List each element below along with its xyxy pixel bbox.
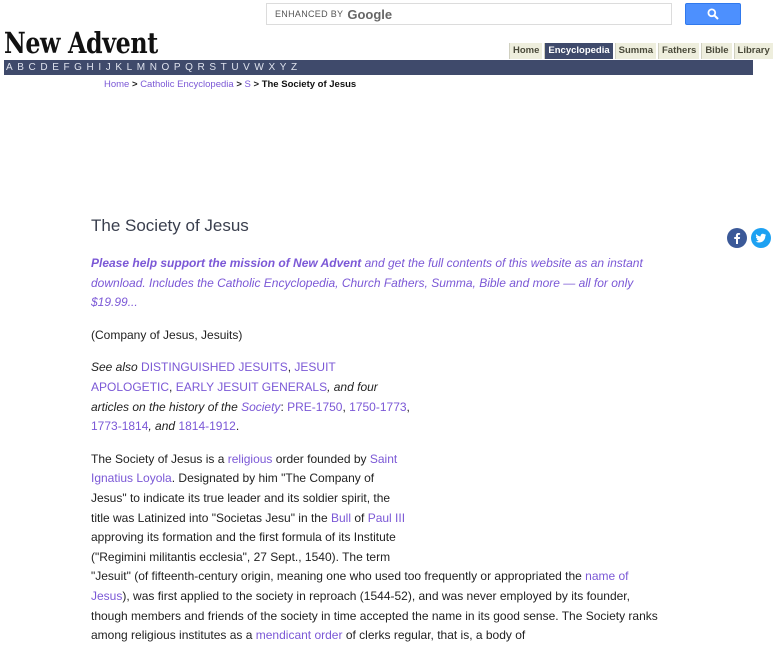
breadcrumb-separator: > xyxy=(253,79,260,90)
link-mendicant-order[interactable]: mendicant order xyxy=(255,628,343,643)
letter-g[interactable]: G xyxy=(74,62,82,73)
letter-r[interactable]: R xyxy=(197,62,205,73)
search-icon xyxy=(707,8,719,20)
letter-k[interactable]: K xyxy=(115,62,122,73)
search-button[interactable] xyxy=(685,3,741,25)
nav-encyclopedia[interactable]: Encyclopedia xyxy=(544,43,612,59)
nav-library[interactable]: Library xyxy=(734,43,773,59)
nav-bible[interactable]: Bible xyxy=(701,43,731,59)
social-share xyxy=(727,228,771,248)
letter-x[interactable]: X xyxy=(268,62,276,73)
link-1814-1912[interactable]: 1814-1912 xyxy=(178,419,236,434)
letter-l[interactable]: L xyxy=(126,62,133,73)
link-saint-ignatius-loyola[interactable]: Saint Ignatius Loyola xyxy=(91,451,398,486)
letter-v[interactable]: V xyxy=(243,62,250,73)
link-religious[interactable]: religious xyxy=(227,451,273,466)
breadcrumb xyxy=(104,79,356,90)
letter-b[interactable]: B xyxy=(17,62,24,73)
letter-t[interactable]: T xyxy=(220,62,227,73)
letter-u[interactable]: U xyxy=(231,62,239,73)
link-bull[interactable]: Bull xyxy=(330,510,351,525)
letter-p[interactable]: P xyxy=(173,62,181,73)
breadcrumb-separator: > xyxy=(236,79,242,90)
link-1750-1773[interactable]: 1750-1773 xyxy=(349,399,407,414)
alphabet-bar xyxy=(4,60,753,75)
top-navigation xyxy=(507,43,773,59)
link-jesuit-apologetic[interactable]: JESUIT APOLOGETIC xyxy=(91,360,336,394)
link-pre-1750[interactable]: PRE-1750 xyxy=(287,399,343,414)
link-society[interactable]: Society xyxy=(241,399,281,414)
letter-s[interactable]: S xyxy=(209,62,217,73)
nav-summa[interactable]: Summa xyxy=(615,43,656,59)
letter-o[interactable]: O xyxy=(161,62,170,73)
twitter-icon[interactable] xyxy=(751,228,771,248)
link-early-jesuit-generals[interactable]: EARLY JESUIT GENERALS xyxy=(175,379,328,394)
nav-home[interactable]: Home xyxy=(509,43,542,59)
search-placeholder: ENHANCED BY xyxy=(275,9,344,19)
promo-bold[interactable]: Please help support the mission of New Advent xyxy=(91,256,362,270)
letter-z[interactable]: Z xyxy=(291,62,298,73)
letter-e[interactable]: E xyxy=(52,62,59,73)
article-subtitle: (Company of Jesus, Jesuits) xyxy=(91,327,243,342)
google-brand: Google xyxy=(347,6,393,22)
letter-a[interactable]: A xyxy=(6,62,13,73)
breadcrumb-current: The Society of Jesus xyxy=(261,79,357,90)
article-body: The Society of Jesus is a religious order founded by Saint Ignatius Loyola. Designated by him "The Company of Jesus" to indicate its true leader and its soldier spirit, the title was Latinized into "Societas Jesu" in the Bull of Paul III approving its formation and the first formula of its Institute ("Regimini militantis ecclesia", 27 Sept., 1540). The term "Jesuit" (of fifteenth-century origin, meaning one who used too frequently or appropriated the name of Jesus), was first applied to the society in reproach (1544-52), and was never employed by its founder, though members and friends of the society in time accepted the name in its good sense. The Society ranks among religious institutes as a mendicant order of clerks regular, that is, a body of xyxy=(91,451,658,643)
page-title: The Society of Jesus xyxy=(91,216,249,235)
letter-m[interactable]: M xyxy=(136,62,146,73)
letter-y[interactable]: Y xyxy=(279,62,287,73)
support-promo[interactable] xyxy=(91,254,661,313)
letter-c[interactable]: C xyxy=(28,62,36,73)
link-1773-1814[interactable]: 1773-1814 xyxy=(91,419,149,434)
letter-n[interactable]: N xyxy=(149,62,157,73)
article-content xyxy=(91,254,661,659)
promo-text[interactable]: and get the full contents of this website as an instant download. Includes the Catholic Encyclopedia, Church Fathers, Summa, Bible and more — all for only $19.99... xyxy=(91,256,643,310)
link-distinguished-jesuits[interactable]: DISTINGUISHED JESUITS xyxy=(141,360,288,375)
facebook-icon[interactable] xyxy=(727,228,747,248)
letter-q[interactable]: Q xyxy=(185,62,193,73)
site-logo[interactable]: New Advent xyxy=(4,26,158,60)
see-also: See also DISTINGUISHED JESUITS, JESUIT APOLOGETIC, EARLY JESUIT GENERALS, and four articles on the history of the Society: PRE-1750, 1750-1773, 1773-1814, and 1814-1912. xyxy=(91,360,410,434)
search-input[interactable] xyxy=(266,3,672,25)
letter-h[interactable]: H xyxy=(86,62,94,73)
letter-w[interactable]: W xyxy=(254,62,264,73)
link-name-of-jesus[interactable]: name of Jesus xyxy=(91,569,629,603)
nav-fathers[interactable]: Fathers xyxy=(658,43,699,59)
breadcrumb-catholic-encyclopedia[interactable]: Catholic Encyclopedia xyxy=(140,79,234,90)
breadcrumb-home[interactable]: Home xyxy=(104,79,130,90)
letter-d[interactable]: D xyxy=(40,62,48,73)
breadcrumb-s[interactable]: S xyxy=(244,79,251,90)
letter-i[interactable]: I xyxy=(98,62,102,73)
letter-f[interactable]: F xyxy=(63,62,70,73)
letter-j[interactable]: J xyxy=(105,62,111,73)
link-paul-iii[interactable]: Paul III xyxy=(367,510,406,525)
breadcrumb-separator: > xyxy=(131,79,138,90)
